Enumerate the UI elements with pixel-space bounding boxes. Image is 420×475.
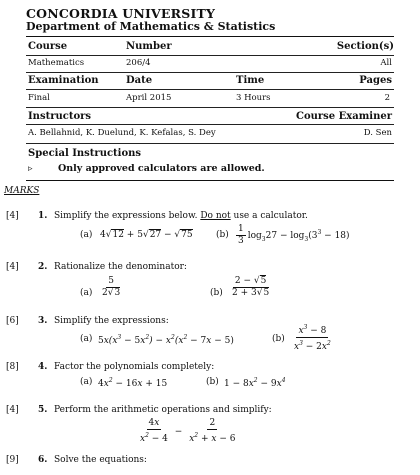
problem-1-text: Simplify the expressions below. Do not use a calculator. <box>54 211 308 221</box>
part-label: (b) <box>206 377 219 387</box>
part-label: (a) <box>80 230 93 240</box>
problem-6-number: 6. <box>38 455 48 465</box>
instructors-label: Instructors <box>28 111 92 122</box>
rule <box>26 180 394 181</box>
problem-2-number: 2. <box>38 262 48 272</box>
department-name: Department of Mathematics & Statistics <box>26 20 276 33</box>
date-label: Date <box>126 75 153 86</box>
part-label: (a) <box>80 377 93 387</box>
part-label: (b) <box>210 288 223 298</box>
part-label: (b) <box>272 334 285 344</box>
problem-4b-expression: $1 - 8x^2 - 9x^4$ <box>224 377 286 389</box>
problem-3-text: Simplify the expressions: <box>54 316 169 326</box>
special-instructions-label: Special Instructions <box>28 148 142 159</box>
header-rule <box>26 36 394 37</box>
sections-label: Section(s) <box>336 41 394 52</box>
problem-2b-expression: $\frac{2 - √5}{2 + 3√5}$ <box>232 276 270 298</box>
problem-6-marks: [9] <box>6 455 19 465</box>
problem-4-text: Factor the polynomials completely: <box>54 362 215 372</box>
problem-5-expression: $\frac{4x}{x^2 - 4}$ − $\frac{2}{x^2 + x - 6}$ <box>140 418 236 444</box>
problem-3-marks: [6] <box>6 316 19 326</box>
course-value: Mathematics <box>28 58 85 68</box>
instructors-value: A. Bellahnid, K. Duelund, K. Kefalas, S. Dey <box>28 128 216 138</box>
rule <box>26 55 394 56</box>
number-label: Number <box>126 41 172 52</box>
problem-4a-expression: $4x^2 - 16x + 15$ <box>98 377 168 389</box>
date-value: April 2015 <box>126 93 172 103</box>
problem-5-marks: [4] <box>6 405 19 415</box>
number-value: 206/4 <box>126 58 151 68</box>
examiner-label: Course Examiner <box>296 111 392 122</box>
special-instruction-text: Only approved calculators are allowed. <box>58 163 265 174</box>
pages-label: Pages <box>359 75 392 86</box>
time-value: 3 Hours <box>236 93 271 103</box>
problem-3a-expression: $5x(x^3 - 5x^2) - x^2(x^2 - 7x - 5)$ <box>98 334 234 346</box>
part-label: (b) <box>216 230 229 240</box>
marks-heading: MARKS <box>4 186 40 196</box>
sections-value: All <box>380 58 392 68</box>
course-label: Course <box>28 41 68 52</box>
rule <box>26 89 394 90</box>
problem-1-marks: [4] <box>6 211 19 221</box>
problem-3b-expression: $\frac{x^3 - 8}{x^3 - 2x^2}$ <box>294 324 331 352</box>
rule <box>26 72 394 73</box>
problem-1b-expression: $\frac{1}{3}$ $\log_327 - \log_3(3^3 - 18)$ <box>238 224 350 246</box>
problem-3-number: 3. <box>38 316 48 326</box>
part-label: (a) <box>80 334 93 344</box>
problem-1-number: 1. <box>38 211 48 221</box>
part-label: (a) <box>80 288 93 298</box>
problem-2-text: Rationalize the denominator: <box>54 262 187 272</box>
time-label: Time <box>236 75 265 86</box>
university-name: CONCORDIA UNIVERSITY <box>26 6 216 21</box>
problem-2a-expression: $\frac{5}{2√3}$ <box>102 276 121 298</box>
bullet-icon: ▹ <box>28 164 33 174</box>
problem-1a-expression: 4√12 + 5√27 − √75 <box>100 230 193 240</box>
rule <box>26 143 394 144</box>
problem-5-number: 5. <box>38 405 48 415</box>
examiner-value: D. Sen <box>363 128 392 138</box>
rule <box>26 124 394 125</box>
rule <box>26 107 394 108</box>
examination-value: Final <box>28 93 50 103</box>
problem-5-text: Perform the arithmetic operations and simplify: <box>54 405 272 415</box>
problem-2-marks: [4] <box>6 262 19 272</box>
pages-value: 2 <box>384 93 390 103</box>
problem-4-marks: [8] <box>6 362 19 372</box>
problem-4-number: 4. <box>38 362 48 372</box>
examination-label: Examination <box>28 75 99 86</box>
problem-6-text: Solve the equations: <box>54 455 147 465</box>
